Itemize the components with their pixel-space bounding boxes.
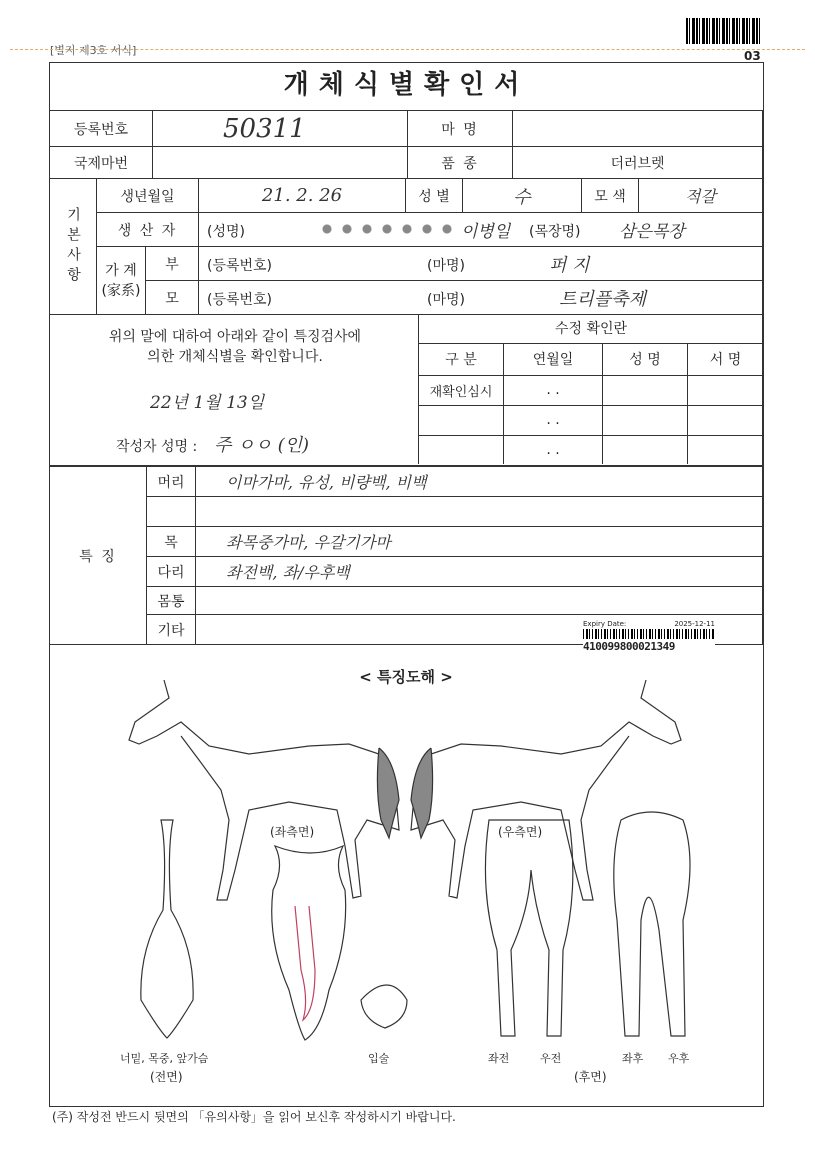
recheck-name-2 — [603, 405, 688, 435]
revision-table — [418, 314, 763, 464]
recheck-sign-2 — [688, 405, 764, 435]
front-label: (전면) — [150, 1070, 183, 1084]
reg-no-label: 등록번호 — [50, 111, 153, 147]
producer-name-scribble — [317, 219, 457, 239]
horse-name-value — [513, 111, 763, 147]
sire-row — [199, 247, 763, 281]
sire-name: 퍼 지 — [549, 255, 590, 276]
farm-label: (목장명) — [529, 224, 581, 240]
top-barcode — [686, 18, 762, 44]
right-hind-label: 우후 — [668, 1052, 690, 1065]
document-title: 개체식별확인서 — [283, 70, 530, 100]
sire-name-label: (마명) — [427, 258, 465, 274]
confirm-text-1: 위의 말에 대하여 아래와 같이 특징검사에 — [108, 329, 362, 345]
header-rule — [10, 49, 805, 50]
recheck-type-3 — [419, 435, 504, 464]
horse-name-label: 마 명 — [408, 111, 513, 147]
leg-label: 다리 — [147, 557, 196, 587]
confirm-date: 22년 1월 13일 — [150, 393, 265, 413]
recheck-date-2: . . — [504, 405, 603, 435]
basic-table — [49, 178, 763, 315]
id-table — [49, 110, 763, 179]
breed-label: 품 종 — [408, 147, 513, 179]
reg-no-value: 50311 — [153, 111, 408, 147]
writer-label: 작성자 성명 : — [116, 439, 198, 455]
dam-name: 트리플축제 — [559, 289, 646, 310]
intl-no-label: 국제마번 — [50, 147, 153, 179]
sire-label: 부 — [146, 247, 199, 281]
leg-value: 좌전백, 좌/우후백 — [196, 557, 763, 587]
producer-name-label: (성명) — [207, 224, 245, 240]
intl-no-value — [153, 147, 408, 179]
color-label: 모 색 — [582, 179, 639, 213]
lip-label: 입술 — [368, 1052, 390, 1065]
footer-note: (주) 작성전 반드시 뒷면의 「유의사항」을 읽어 보신후 작성하시기 바랍니다. — [52, 1110, 456, 1124]
confirm-text-2: 의한 개체식별을 확인합니다. — [147, 349, 323, 365]
sex-value: 수 — [463, 179, 582, 213]
birth-value: 21. 2. 26 — [199, 179, 406, 213]
diagram-title: < 특징도해 > — [359, 668, 453, 686]
producer-value — [199, 213, 763, 247]
recheck-type-2 — [419, 405, 504, 435]
recheck-date-1: . . — [504, 375, 603, 405]
body-value — [196, 587, 763, 615]
recheck-sign-3 — [688, 435, 764, 464]
recheck-label: 재확인심시 — [419, 375, 504, 405]
sex-label: 성 별 — [406, 179, 463, 213]
producer-label: 생 산 자 — [97, 213, 199, 247]
right-side-horse — [411, 680, 681, 900]
neck-value: 좌목중가마, 우갈기가마 — [196, 527, 763, 557]
basic-side-label: 기본사항 — [50, 179, 97, 315]
face-marking — [295, 906, 315, 1020]
dam-reg-label: (등록번호) — [207, 292, 273, 308]
color-value: 적갈 — [639, 179, 763, 213]
features-table — [49, 466, 763, 645]
dam-name-label: (마명) — [427, 292, 465, 308]
sire-reg-label: (등록번호) — [207, 258, 273, 274]
form-reference: [별지 제3호 서식] — [50, 44, 137, 57]
family-label: 가 계 (家系) — [97, 247, 146, 315]
left-side-label: (좌측면) — [270, 825, 315, 839]
right-fore-label: 우전 — [540, 1052, 562, 1065]
rear-view — [614, 812, 690, 1036]
left-fore-label: 좌전 — [488, 1052, 510, 1065]
recheck-name-3 — [603, 435, 688, 464]
rear-label: (후면) — [574, 1070, 607, 1084]
col-sign: 서 명 — [688, 343, 764, 375]
sticker-barcode — [583, 629, 715, 639]
recheck-name-1 — [603, 375, 688, 405]
farm-name: 삼은목장 — [619, 222, 685, 242]
breed-value: 더러브렛 — [513, 147, 763, 179]
writer-value: 주 ㅇㅇ (인) — [214, 435, 310, 456]
producer-name: 이병일 — [461, 222, 511, 242]
horse-diagram — [49, 670, 763, 1100]
expiry-sticker — [583, 620, 715, 652]
front-view — [141, 820, 193, 1038]
col-date: 연월일 — [504, 343, 603, 375]
lip-view — [361, 985, 407, 1028]
etc-label: 기타 — [147, 615, 196, 645]
head-label: 머리 — [147, 467, 196, 497]
head-value: 이마가마, 유성, 비량백, 비백 — [196, 467, 763, 497]
recheck-date-3: . . — [504, 435, 603, 464]
col-name: 성 명 — [603, 343, 688, 375]
head-label-2 — [147, 497, 196, 527]
head-value-2 — [196, 497, 763, 527]
features-label: 특 징 — [50, 467, 147, 645]
expiry-line: Expiry Date: 2025-12-11 — [583, 620, 715, 628]
neck-label: 목 — [147, 527, 196, 557]
col-type: 구 분 — [419, 343, 504, 375]
sticker-code: 410099800021349 — [583, 640, 675, 653]
body-label: 몸통 — [147, 587, 196, 615]
dam-row — [199, 281, 763, 315]
front-caption: 너밑, 목중, 앞가슴 — [120, 1052, 209, 1065]
dam-label: 모 — [146, 281, 199, 315]
recheck-sign-1 — [688, 375, 764, 405]
page-number: 03 — [744, 49, 761, 63]
left-hind-label: 좌후 — [622, 1052, 644, 1065]
revision-title: 수정 확인란 — [419, 314, 764, 343]
front-legs-view — [485, 820, 572, 1036]
birth-label: 생년월일 — [97, 179, 199, 213]
right-side-label: (우측면) — [498, 825, 543, 839]
